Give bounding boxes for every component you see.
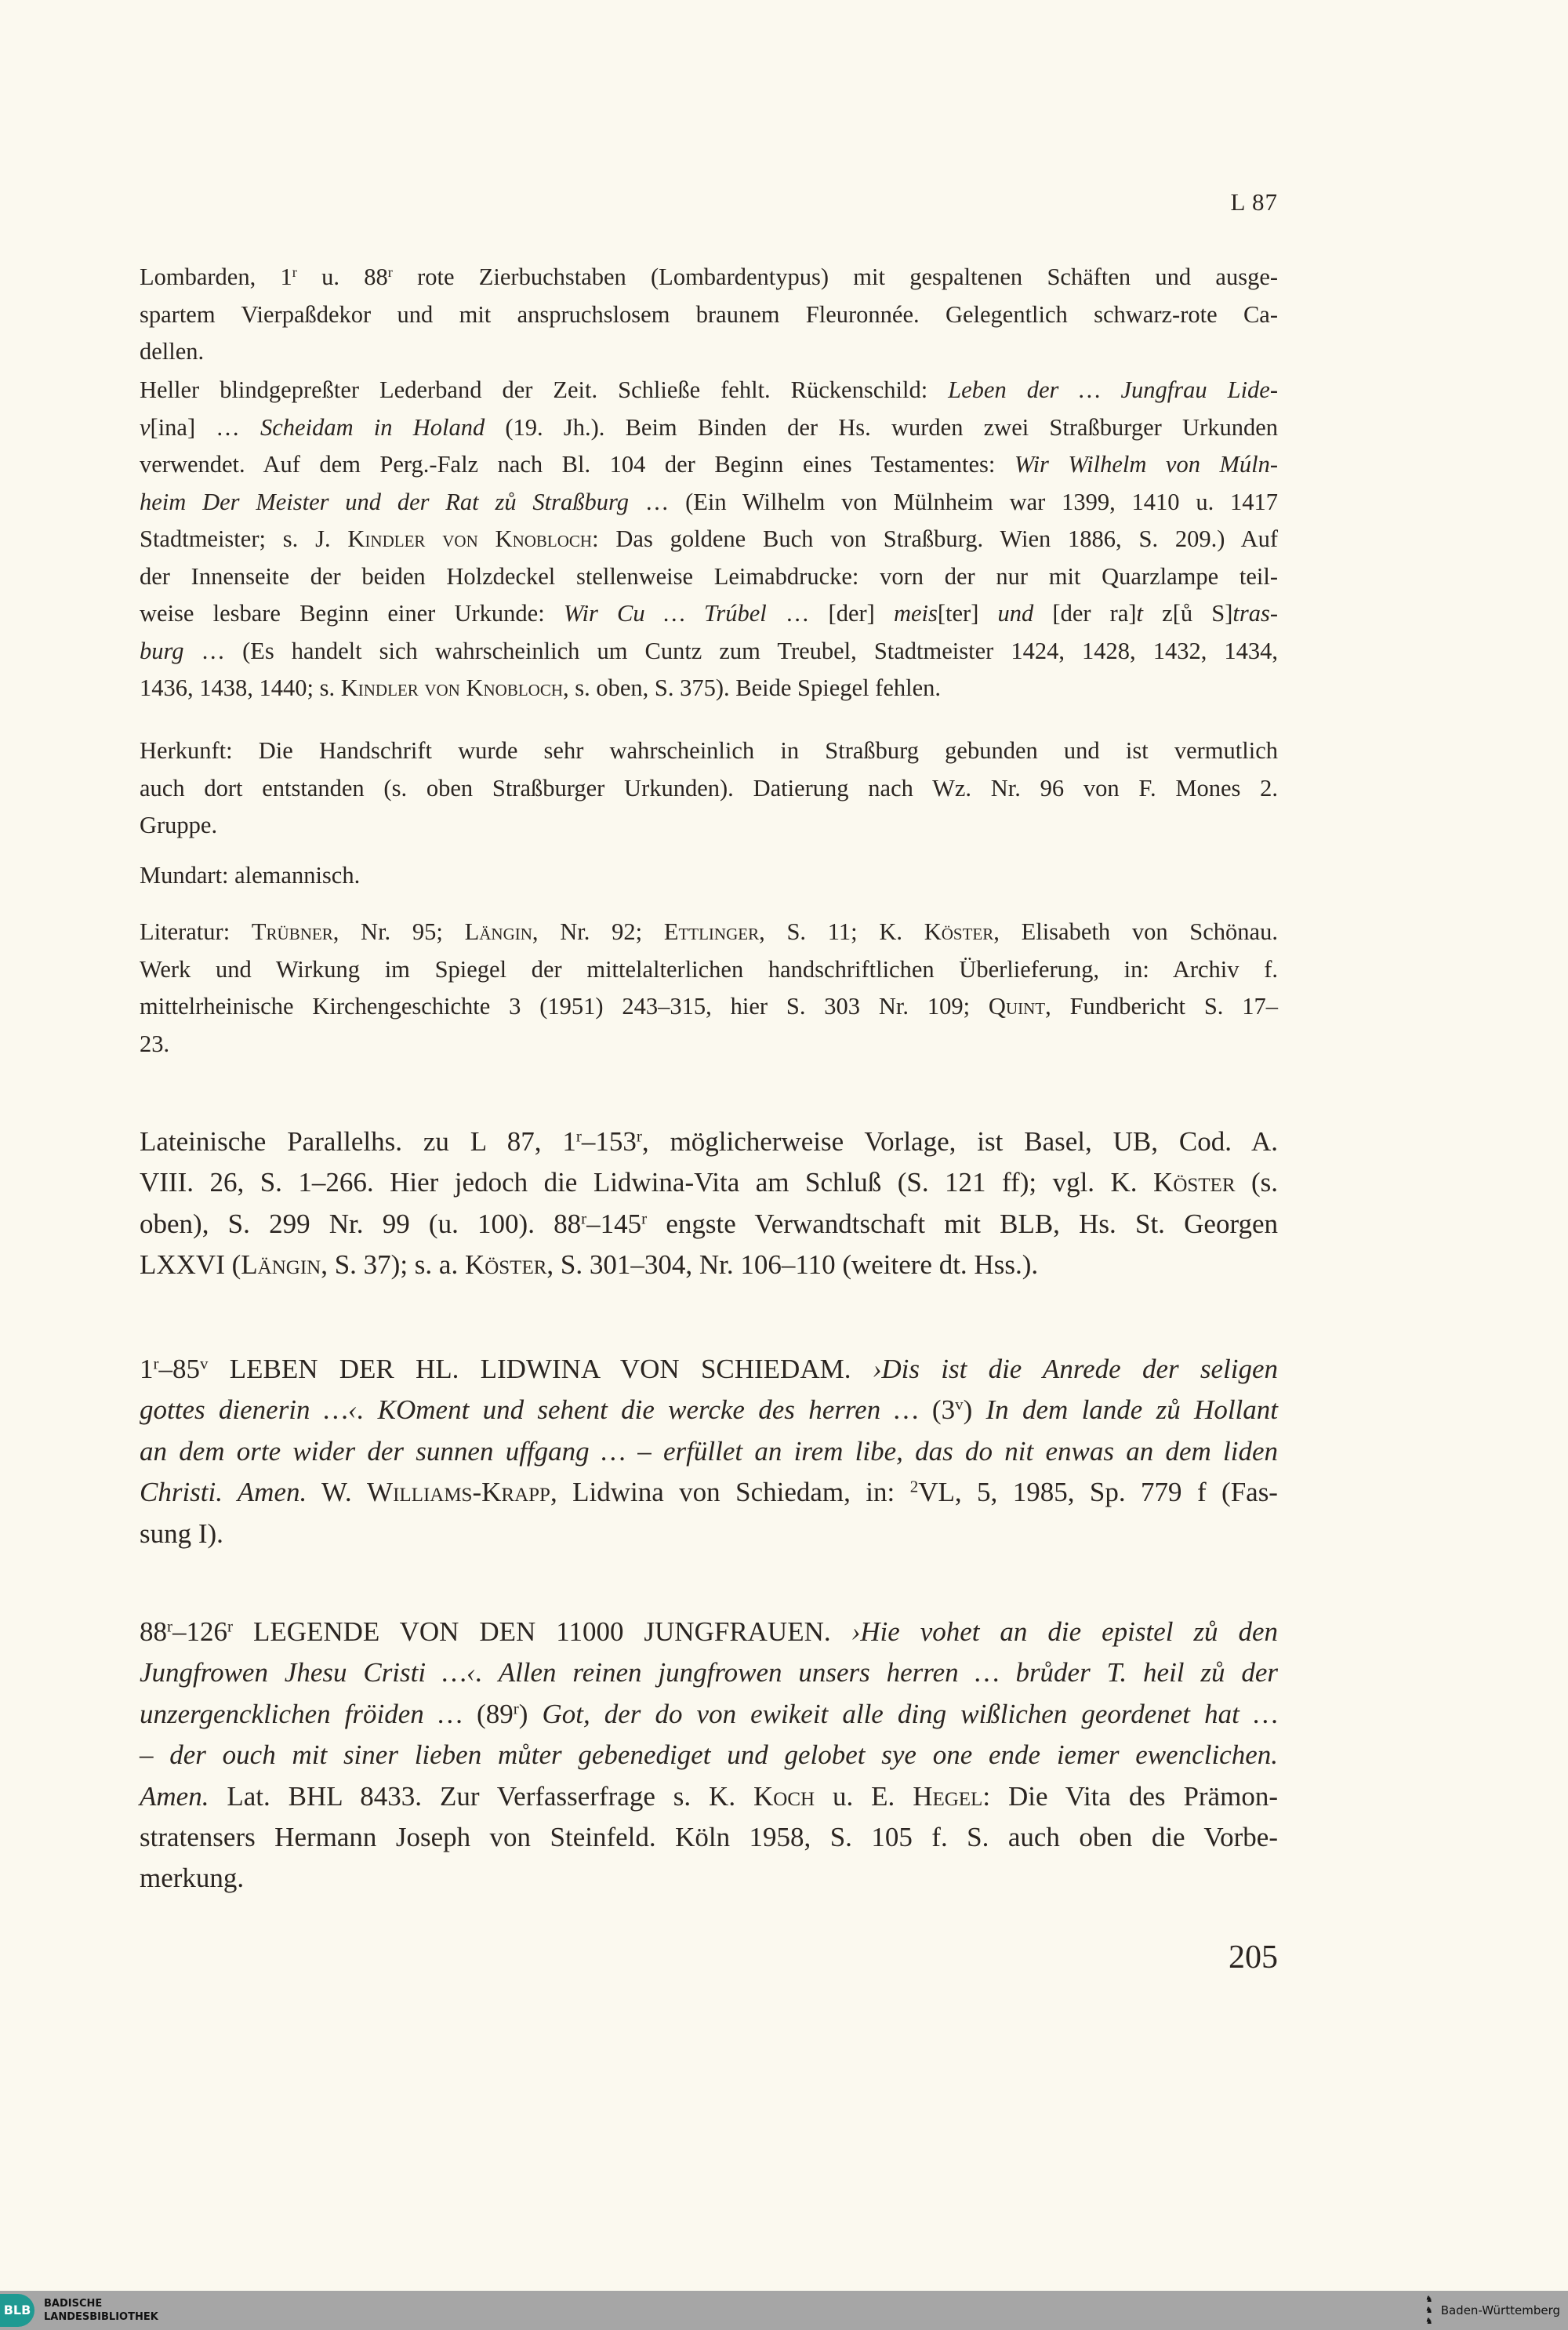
- text-run: Stadtmeister; s. J.: [140, 525, 348, 552]
- text-line: [140, 1204, 1278, 1245]
- text-run: ): [963, 1394, 986, 1426]
- paragraph-dialect: [140, 857, 1278, 895]
- running-head: L 87: [1230, 188, 1278, 216]
- superscript: v: [200, 1354, 209, 1373]
- text-run: (s.: [1235, 1167, 1279, 1198]
- text-run: Lombarden, 1: [140, 264, 292, 290]
- superscript: v: [955, 1394, 964, 1414]
- text-line: [140, 595, 1278, 633]
- italic-text: und: [997, 600, 1034, 627]
- text-run: merkung.: [140, 1863, 245, 1894]
- italic-text: v: [140, 413, 151, 441]
- text-run: Gruppe.: [140, 812, 218, 838]
- text-run: LEBEN DER HL. LIDWINA VON SCHIEDAM.: [208, 1354, 873, 1384]
- text-run: Herkunft: Die Handschrift wurde sehr wahrscheinlich in Straßburg gebunden und ist vermutlich: [140, 737, 1278, 764]
- text-line: [140, 1349, 1278, 1390]
- small-caps-name: Köster: [924, 918, 994, 945]
- text-run: , Nr. 92;: [532, 918, 664, 945]
- superscript: r: [636, 1126, 642, 1146]
- small-caps-name: Hegel: [913, 1780, 983, 1812]
- text-run: [ina] …: [150, 413, 261, 441]
- text-run: Lat. BHL 8433. Zur Verfasserfrage s. K.: [209, 1780, 753, 1812]
- text-run: : Die Vita des Prämon-: [982, 1780, 1278, 1812]
- text-run: W.: [307, 1477, 368, 1508]
- text-line: [140, 1390, 1278, 1430]
- text-run: auch dort entstanden (s. oben Straßburger Urkunden). Datierung nach Wz. Nr. 96 von F. Mones 2.: [140, 774, 1278, 802]
- text-run: oben), S. 299 Nr. 99 (u. 100). 88: [140, 1208, 582, 1239]
- text-run: Lateinische Parallelhs. zu L 87, 1: [140, 1126, 576, 1157]
- italic-text: an dem orte wider der sunnen uffgang … – erfüllet an irem libe, das do nit enwas an dem liden: [140, 1435, 1278, 1467]
- superscript: r: [641, 1209, 648, 1228]
- small-caps-name: Ettlinger: [663, 918, 760, 945]
- state-name: Baden-Württemberg: [1440, 2303, 1560, 2317]
- text-line: [140, 446, 1278, 484]
- text-line: [140, 1817, 1278, 1858]
- small-caps-name: Koch: [753, 1780, 815, 1812]
- small-caps-name: Quint: [988, 993, 1046, 1020]
- text-run: [ter]: [937, 600, 998, 627]
- superscript: r: [292, 264, 297, 280]
- text-run: der Innenseite der beiden Holzdeckel stellenweise Leimabdrucke: vorn der nur mit Quarzlampe teil-: [140, 562, 1278, 590]
- text-run: u. E.: [815, 1780, 913, 1812]
- superscript: r: [227, 1616, 233, 1636]
- text-run: [der ra]: [1033, 600, 1137, 627]
- small-caps-name: Williams-Krapp: [367, 1477, 550, 1508]
- italic-text: Christi. Amen.: [140, 1477, 307, 1508]
- italic-text: ›Dis ist die Anrede der seligen: [872, 1354, 1278, 1384]
- text-run: –126: [172, 1616, 227, 1647]
- text-run: (89: [462, 1698, 514, 1729]
- italic-text: Got, der do von ewikeit alle ding wißlichen geordenet hat …: [542, 1698, 1279, 1729]
- small-caps-name: Köster: [464, 1249, 547, 1281]
- small-caps-name: Trübner: [251, 918, 333, 945]
- text-run: –145: [586, 1208, 642, 1239]
- small-caps-name: Längin: [464, 918, 532, 945]
- text-run: … (Ein Wilhelm von Mülnheim war 1399, 1410 u. 1417: [628, 488, 1278, 515]
- small-caps-name: Kindler von Knobloch: [340, 674, 564, 701]
- text-line: [140, 1026, 1278, 1063]
- text-run: Heller blindgepreßter Lederband der Zeit. Schließe fehlt. Rückenschild:: [140, 376, 949, 403]
- text-run: z[ů S]: [1143, 600, 1233, 627]
- paragraph-literature: [140, 914, 1278, 1063]
- text-run: rote Zierbuchstaben (Lombardentypus) mit gespaltenen Schäften und ausge-: [392, 264, 1279, 290]
- text-line: [140, 670, 1278, 707]
- text-run: Mundart: alemannisch.: [140, 862, 361, 889]
- text-line: [140, 914, 1278, 951]
- italic-text: Jungfrowen Jhesu Cristi …‹. Allen reinen jungfrowen unsers herren … brůder T. heil zů der: [140, 1657, 1278, 1688]
- italic-text: t: [1136, 600, 1144, 627]
- entry-lidwina: [140, 1349, 1278, 1554]
- text-run: –153: [581, 1126, 637, 1157]
- text-line: [140, 951, 1278, 989]
- text-line: [140, 857, 1278, 895]
- text-line: [140, 1245, 1278, 1285]
- italic-text: heim Der Meister und der Rat zů Straßburg: [140, 488, 629, 515]
- text-run: verwendet. Auf dem Perg.-Falz nach Bl. 104 der Beginn eines Testamentes:: [140, 451, 1014, 478]
- text-run: , Nr. 95;: [332, 918, 465, 945]
- text-line: [140, 333, 1278, 371]
- superscript: r: [575, 1126, 582, 1146]
- italic-text: Wir Wilhelm von Múln-: [1014, 451, 1278, 478]
- text-run: stratensers Hermann Joseph von Steinfeld. Köln 1958, S. 105 f. S. auch oben die Vorbe-: [140, 1821, 1278, 1852]
- paragraph-latin-parallel: [140, 1121, 1278, 1286]
- text-run: –85: [158, 1354, 200, 1384]
- superscript: r: [153, 1354, 159, 1373]
- text-line: [140, 409, 1278, 447]
- text-line: [140, 1162, 1278, 1203]
- entry-11000-virgins: [140, 1612, 1278, 1899]
- text-run: 1436, 1438, 1440; s.: [140, 674, 341, 701]
- superscript: r: [581, 1209, 587, 1228]
- italic-text: ›Hie vohet an die epistel zů den: [851, 1616, 1278, 1647]
- text-line: [140, 1121, 1278, 1162]
- text-run: , Fundbericht S. 17–: [1045, 993, 1278, 1020]
- text-run: … (Es handelt sich wahrscheinlich um Cuntz zum Treubel, Stadtmeister 1424, 1428, 1432, 1434,: [183, 637, 1278, 664]
- baden-wuerttemberg-logo[interactable]: [1425, 2293, 1560, 2328]
- italic-text: In dem lande zů Hollant: [985, 1394, 1278, 1426]
- lion-crest-icon: ♞ ♞ ♞: [1425, 2294, 1433, 2326]
- small-caps-name: Längin: [241, 1249, 321, 1281]
- text-run: dellen.: [140, 338, 205, 365]
- text-line: [140, 770, 1278, 808]
- paragraph-decoration: [140, 259, 1278, 371]
- superscript: r: [167, 1616, 172, 1636]
- italic-text: unzergencklichen fröiden …: [140, 1698, 463, 1729]
- text-run: ): [518, 1698, 543, 1729]
- text-run: , S. 11; K.: [759, 918, 924, 945]
- text-run: , Elisabeth von Schönau.: [993, 918, 1278, 945]
- superscript: 2: [909, 1477, 919, 1496]
- text-run: , S. 37); s. a.: [321, 1249, 465, 1281]
- text-run: u. 88: [296, 264, 388, 290]
- text-run: (19. Jh.). Beim Binden der Hs. wurden zwei Straßburger Urkunden: [485, 413, 1279, 441]
- small-caps-name: Kindler von Knobloch: [347, 525, 593, 552]
- italic-text: tras-: [1232, 600, 1279, 627]
- text-line: [140, 732, 1278, 770]
- text-line: [140, 558, 1278, 596]
- text-run: 88: [140, 1616, 167, 1647]
- paragraph-provenance: [140, 732, 1278, 845]
- footer-bar: [0, 2291, 1568, 2330]
- italic-text: Scheidam in Holand: [260, 413, 485, 441]
- text-run: : Das goldene Buch von Straßburg. Wien 1886, S. 209.) Auf: [592, 525, 1279, 552]
- library-name: [44, 2297, 158, 2324]
- text-line: [140, 296, 1278, 334]
- text-run: Literatur:: [140, 918, 252, 945]
- library-name-line2: LANDESBIBLIOTHEK: [44, 2311, 158, 2323]
- text-line: [140, 1652, 1278, 1693]
- text-run: weise lesbare Beginn einer Urkunde:: [140, 600, 564, 627]
- text-run: , s. oben, S. 375). Beide Spiegel fehlen.: [563, 674, 941, 701]
- text-run: LEGENDE VON DEN 11000 JUNGFRAUEN.: [233, 1616, 851, 1647]
- text-line: [140, 1472, 1278, 1513]
- italic-text: Leben der … Jungfrau Lide-: [948, 376, 1278, 403]
- text-line: [140, 1514, 1278, 1554]
- text-line: [140, 372, 1278, 409]
- text-run: 23.: [140, 1030, 170, 1057]
- text-line: [140, 807, 1278, 845]
- text-run: , möglicherweise Vorlage, ist Basel, UB, Cod. A.: [641, 1126, 1278, 1157]
- text-run: VL, 5, 1985, Sp. 779 f (Fas-: [918, 1477, 1278, 1508]
- small-caps-name: Köster: [1153, 1167, 1236, 1198]
- text-line: [140, 521, 1278, 558]
- italic-text: Amen.: [140, 1780, 209, 1812]
- library-name-line1: BADISCHE: [44, 2298, 103, 2310]
- text-run: sung I).: [140, 1518, 223, 1549]
- blb-logo[interactable]: BLB: [0, 2294, 34, 2327]
- italic-text: – der ouch mit siner lieben můter gebenediget und gelobet sye one ende iemer ewenclichen.: [140, 1739, 1278, 1771]
- text-line: [140, 1431, 1278, 1472]
- text-line: [140, 988, 1278, 1026]
- italic-text: burg: [140, 637, 184, 664]
- text-line: [140, 1858, 1278, 1899]
- text-line: [140, 1735, 1278, 1776]
- text-line: [140, 484, 1278, 522]
- text-run: … [der]: [766, 600, 894, 627]
- superscript: r: [387, 264, 393, 280]
- text-run: mittelrheinische Kirchengeschichte 3 (1951) 243–315, hier S. 303 Nr. 109;: [140, 993, 989, 1020]
- page-number: 205: [1229, 1939, 1278, 1976]
- text-run: engste Verwandtschaft mit BLB, Hs. St. Georgen: [647, 1208, 1279, 1239]
- text-run: 1: [140, 1354, 154, 1384]
- italic-text: Wir Cu … Trúbel: [563, 600, 767, 627]
- text-run: Werk und Wirkung im Spiegel der mittelalterlichen handschriftlichen Überlieferung, in: Archiv f.: [140, 955, 1278, 983]
- text-line: [140, 1694, 1278, 1735]
- text-run: (3: [918, 1394, 956, 1426]
- text-run: spartem Vierpaßdekor und mit anspruchslosem braunem Fleuronnée. Gelegentlich schwarz-rote Ca-: [140, 300, 1278, 328]
- italic-text: meis: [893, 600, 938, 627]
- italic-text: gottes dienerin …‹. KOment und sehent die wercke des herren …: [140, 1394, 919, 1426]
- text-run: , S. 301–304, Nr. 106–110 (weitere dt. Hss.).: [546, 1249, 1039, 1281]
- text-line: [140, 1612, 1278, 1652]
- text-line: [140, 1776, 1278, 1817]
- text-line: [140, 259, 1278, 296]
- text-line: [140, 633, 1278, 671]
- text-run: LXXVI (: [140, 1249, 241, 1281]
- superscript: r: [513, 1699, 519, 1718]
- text-run: VIII. 26, S. 1–266. Hier jedoch die Lidwina-Vita am Schluß (S. 121 ff); vgl. K.: [140, 1167, 1154, 1198]
- text-run: , Lidwina von Schiedam, in:: [550, 1477, 910, 1508]
- paragraph-binding: [140, 372, 1278, 707]
